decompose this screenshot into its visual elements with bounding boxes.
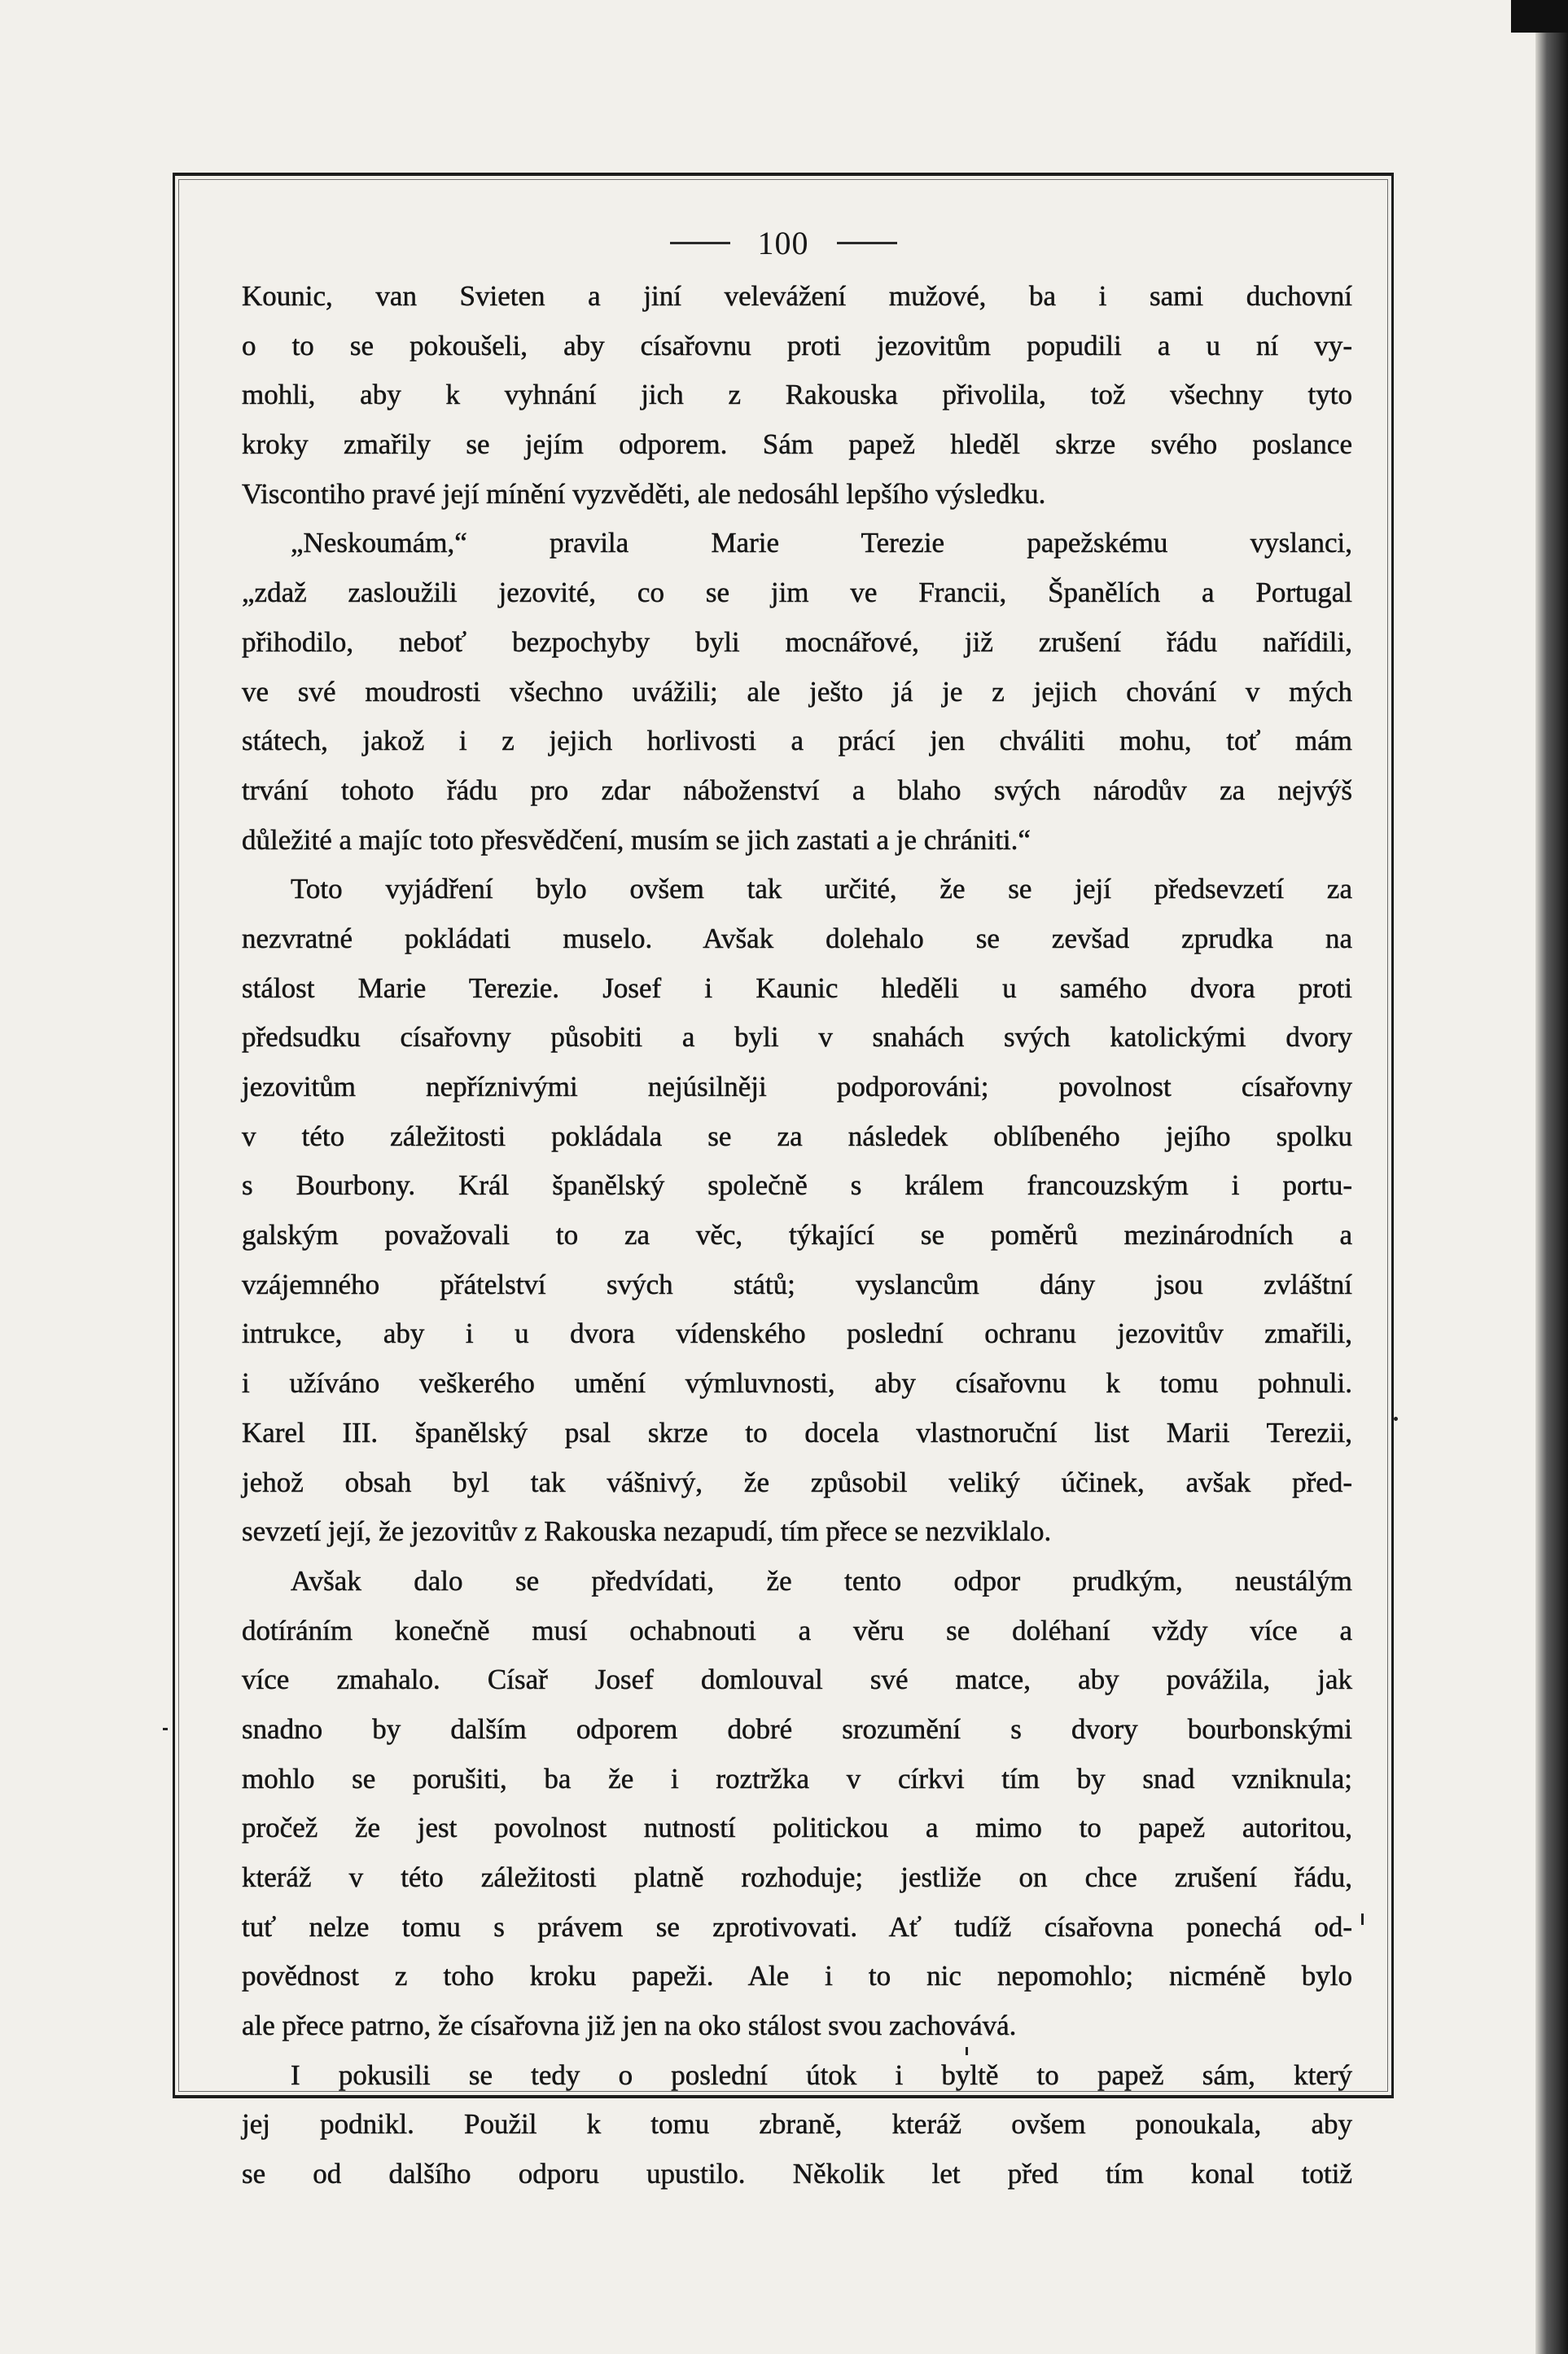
scan-speck xyxy=(163,1728,168,1730)
text-line: I pokusili se tedy o poslední útok i byltě to papež sám, který xyxy=(291,2058,1352,2091)
text-line: „zdaž zasloužili jezovité, co se jim ve Francii, Španělích a Portugal xyxy=(242,576,1352,609)
text-line: důležité a majíc toto přesvědčení, musím se jich zastati a je chrániti.“ xyxy=(242,823,1031,856)
header-rule-left xyxy=(670,242,730,244)
scan-speck xyxy=(966,2047,968,2055)
text-line: Toto vyjádření bylo ovšem tak určité, že se její předsevzetí za xyxy=(291,873,1352,905)
scan-speck xyxy=(1394,1417,1398,1421)
text-line: více zmahalo. Císař Josef domlouval své matce, aby povážila, jak xyxy=(242,1664,1352,1696)
text-line: povědnost z toho kroku papeži. Ale i to nic nepomohlo; nicméně bylo xyxy=(242,1960,1352,1992)
body-text xyxy=(242,272,1352,2199)
text-line: jehož obsah byl tak vášnivý, že způsobil veliký účinek, avšak před- xyxy=(242,1466,1352,1498)
text-line: trvání tohoto řádu pro zdar náboženství a blaho svých národův za nejvýš xyxy=(242,774,1352,806)
text-line: intrukce, aby i u dvora vídenského poslední ochranu jezovitův zmařili, xyxy=(242,1317,1352,1350)
text-line: předsudku císařovny působiti a byli v snahách svých katolickými dvory xyxy=(242,1021,1352,1054)
text-line: ale přece patrno, že císařovna již jen na oko stálost svou zachovává. xyxy=(242,2010,1017,2042)
text-line: tuť nelze tomu s právem se zprotivovati. Ať tudíž císařovna ponechá od- xyxy=(242,1910,1352,1943)
text-line: mohli, aby k vyhnání jich z Rakouska přivolila, tož všechny tyto xyxy=(242,379,1352,411)
text-line: stálost Marie Terezie. Josef i Kaunic hleděli u samého dvora proti xyxy=(242,971,1352,1004)
text-line: kroky zmařily se jejím odporem. Sám papež hleděl skrze svého poslance xyxy=(242,428,1352,461)
text-line: sevzetí její, že jezovitův z Rakouska nezapudí, tím přece se nezviklalo. xyxy=(242,1515,1052,1548)
scan-corner xyxy=(1511,0,1568,33)
text-line: mohlo se porušiti, ba že i roztržka v církvi tím by snad vzniknula; xyxy=(242,1762,1352,1795)
text-line: o to se pokoušeli, aby císařovnu proti jezovitům popudili a u ní vy- xyxy=(242,329,1352,362)
page-number: 100 xyxy=(757,224,809,261)
text-line: se od dalšího odporu upustilo. Několik let před tím konal totiž xyxy=(242,2158,1352,2190)
text-line: státech, jakož i z jejich horlivosti a prácí jen chváliti mohu, toť mám xyxy=(242,725,1352,757)
scan-speck xyxy=(1361,1913,1364,1925)
text-line: snadno by dalším odporem dobré srozumění s dvory bourbonskými xyxy=(242,1712,1352,1745)
header-rule-right xyxy=(837,242,897,244)
text-line: ve své moudrosti všechno uvážili; ale ještо já je z jejich chování v mých xyxy=(242,675,1352,708)
text-line: „Neskoumám,“ pravila Marie Terezie papežskému vyslanci, xyxy=(291,527,1352,559)
text-line: v této záležitosti pokládala se za následek oblíbeného jejího spolku xyxy=(242,1120,1352,1152)
text-line: pročež že jest povolnost nutností politickou a mimo to papež autoritou, xyxy=(242,1812,1352,1844)
text-line: dotíráním konečně musí ochabnouti a věru se doléhaní vždy více a xyxy=(242,1614,1352,1646)
page-header xyxy=(175,218,1391,267)
text-line: Karel III. španělský psal skrze to docela vlastnoruční list Marii Terezii, xyxy=(242,1416,1352,1449)
page-edge-shadow xyxy=(1535,0,1568,2354)
text-line: Viscontiho pravé její mínění vyzvěděti, ale nedosáhl lepšího výsledku. xyxy=(242,477,1046,510)
text-line: kteráž v této záležitosti platně rozhoduje; jestliže on chce zrušení řádu, xyxy=(242,1861,1352,1893)
text-line: vzájemného přátelství svých států; vyslancům dány jsou zvláštní xyxy=(242,1268,1352,1300)
text-line: galským považovali to za věc, týkající se poměrů mezinárodních a xyxy=(242,1219,1352,1252)
text-line: jej podnikl. Použil k tomu zbraně, kteráž ovšem ponoukala, aby xyxy=(242,2108,1352,2141)
text-line: Avšak dalo se předvídati, že tento odpor prudkým, neustálým xyxy=(291,1564,1352,1597)
text-line: s Bourbony. Král španělský společně s králem francouzským i portu- xyxy=(242,1169,1352,1202)
text-line: nezvratné pokládati muselo. Avšak dolehalo se zevšad zprudka na xyxy=(242,922,1352,954)
text-line: přihodilo, neboť bezpochyby byli mocnářové, již zrušení řádu nařídili, xyxy=(242,625,1352,658)
text-line: Kounic, van Svieten a jiní velevážení mužové, ba i sami duchovní xyxy=(242,280,1352,312)
text-line: i užíváno veškerého umění výmluvnosti, aby císařovnu k tomu pohnuli. xyxy=(242,1367,1352,1400)
text-line: jezovitům nepříznivými nejúsilněji podporováni; povolnost císařovny xyxy=(242,1071,1352,1102)
page-frame xyxy=(173,173,1394,2190)
